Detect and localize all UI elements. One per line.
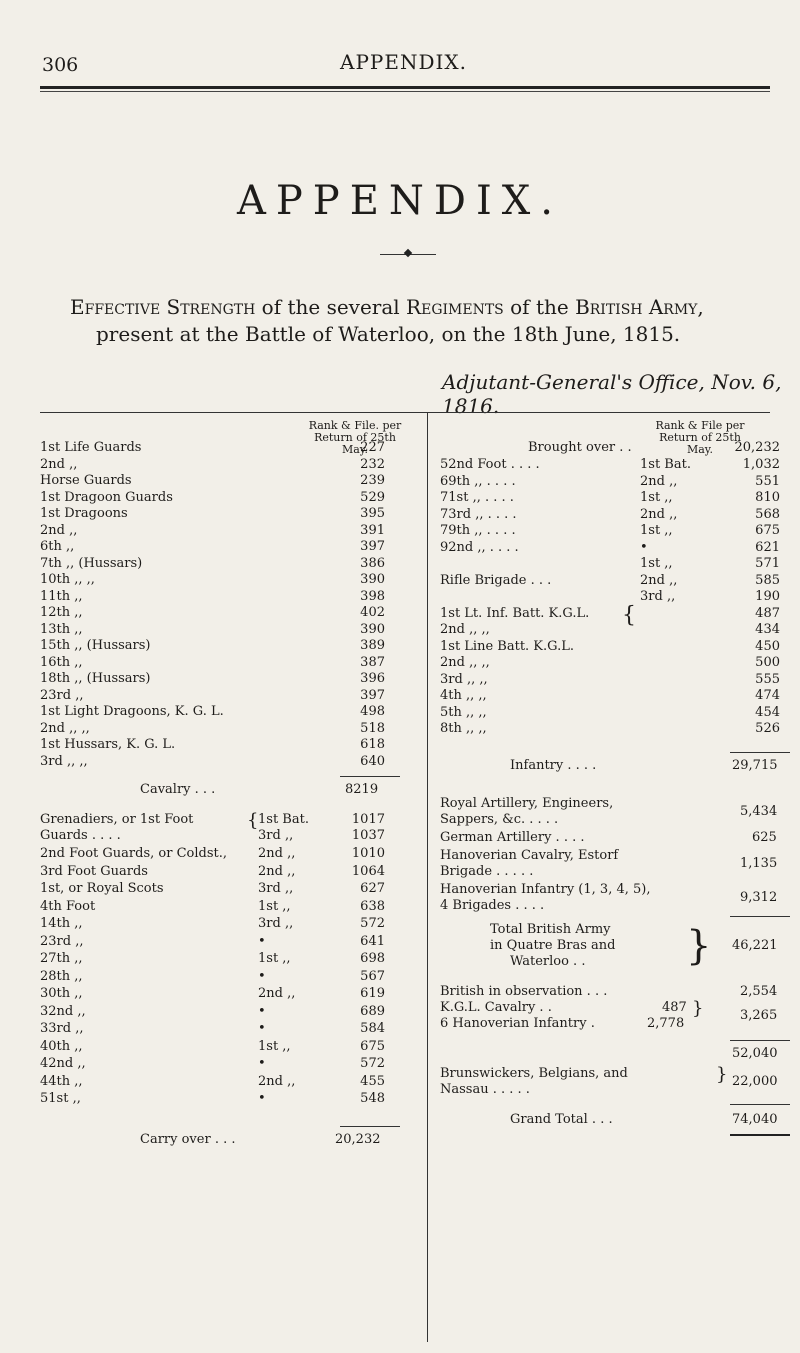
hanoverian-cavalry-2: Brigade . . . . . (440, 864, 534, 879)
rank-file-value: 640 (360, 753, 385, 769)
regiment-name: 3rd Foot Guards (40, 863, 148, 879)
regiment-name: 15th ,, (Hussars) (40, 638, 151, 653)
rank-file-value: 641 (360, 933, 385, 949)
regiment-name: 51st ,, (40, 1091, 81, 1106)
cavalry-row (40, 754, 420, 770)
brunswick-brace: } (716, 1064, 728, 1085)
rank-file-value: 396 (360, 671, 385, 686)
rank-file-value: 568 (755, 506, 780, 522)
regiment-name: 1st Life Guards (40, 440, 142, 455)
infantry-row (40, 846, 420, 862)
page-title: APPENDIX. (237, 178, 563, 224)
regiment-name: 1st Light Dragoons, K. G. L. (40, 704, 224, 719)
rank-file-value: 638 (360, 898, 385, 914)
regiment-name: 12th ,, (40, 605, 83, 620)
battalion: 2nd ,, (640, 572, 678, 588)
rank-file-value: 1010 (351, 846, 385, 861)
battalion: 3rd ,, (258, 881, 294, 896)
regiment-name: 1st Dragoon Guards (40, 489, 173, 505)
infantry-row (440, 589, 790, 605)
battalion: • (258, 933, 266, 949)
rank-file-value: 397 (360, 687, 385, 703)
cavalry-total-label: Cavalry . . . (140, 782, 216, 797)
german-artillery-label: German Artillery . . . . (440, 830, 585, 845)
rank-file-value: 621 (755, 539, 780, 555)
regiment-name: 1st Hussars, K. G. L. (40, 737, 176, 752)
regiment-name: 8th ,, ,, (440, 721, 487, 736)
column-divider (427, 412, 428, 1342)
rank-file-value: 698 (360, 951, 385, 966)
brunswick-2: Nassau . . . . . (440, 1082, 530, 1097)
brought-over-label: Brought over . . (528, 440, 632, 455)
infantry-row (40, 986, 420, 1002)
grand-total-rule (730, 1104, 790, 1105)
infantry-row (40, 951, 420, 967)
rank-file-value: 1017 (351, 812, 385, 827)
regiment-name: 4th Foot (40, 898, 96, 914)
carry-rule (340, 1126, 400, 1127)
rank-file-value: 572 (360, 916, 385, 931)
running-head: APPENDIX. (340, 50, 467, 74)
regiment-name: 40th ,, (40, 1038, 83, 1054)
hanoverian-6-label: 6 Hanoverian Infantry . (440, 1016, 595, 1031)
regiment-name: 23rd ,, (40, 687, 84, 703)
regiment-name: 2nd ,, ,, (440, 622, 490, 637)
guards-label-2: Guards . . . . (40, 828, 121, 843)
regiment-name: 4th ,, ,, (440, 688, 487, 703)
battalion: • (258, 1091, 266, 1106)
regiment-name: 6th ,, (40, 539, 75, 554)
cavalry-row (40, 638, 420, 654)
infantry-row (440, 655, 790, 671)
observation-label: British in observation . . . (440, 984, 608, 999)
battalion: 2nd ,, (258, 986, 296, 1001)
regiment-name: 1st Lt. Inf. Batt. K.G.L. (440, 605, 590, 621)
infantry-row (40, 899, 420, 915)
infantry-row (40, 1004, 420, 1020)
rank-file-value: 618 (360, 737, 385, 752)
regiment-name: 28th ,, (40, 968, 83, 984)
regiment-name: 71st ,, . . . . (440, 490, 514, 505)
brought-over-row (440, 440, 790, 456)
rank-file-value: 567 (360, 968, 385, 984)
rank-file-value: 398 (360, 588, 385, 604)
regiment-name: 69th ,, . . . . (440, 473, 516, 489)
cavalry-row (40, 490, 420, 506)
cavalry-row (40, 457, 420, 473)
infantry-total-label: Infantry . . . . (510, 758, 597, 773)
brought-over-value: 20,232 (734, 440, 780, 455)
regiment-name: 3rd ,, ,, (40, 753, 88, 769)
hanoverian-infantry-1: Hanoverian Infantry (1, 3, 4, 5), (440, 882, 651, 897)
rank-file-value: 450 (755, 638, 780, 654)
rank-file-value: 551 (755, 473, 780, 489)
infantry-row (440, 556, 790, 572)
grand-total-label: Grand Total . . . (510, 1112, 613, 1127)
observation-brace: } (692, 998, 704, 1019)
rank-file-value: 1037 (351, 828, 385, 843)
rank-file-value: 455 (360, 1073, 385, 1089)
rank-file-value: 389 (360, 638, 385, 653)
infantry-row (40, 881, 420, 897)
regiment-name: 27th ,, (40, 951, 83, 966)
cavalry-row (40, 473, 420, 489)
hanoverian-cavalry-value: 1,135 (740, 856, 778, 871)
rank-file-value: 474 (755, 688, 780, 703)
battalion: 1st ,, (258, 1038, 291, 1054)
rank-file-value: 627 (360, 881, 385, 896)
cavalry-row (40, 671, 420, 687)
infantry-row (440, 457, 790, 473)
rank-file-value: 390 (360, 621, 385, 637)
infantry-row (440, 672, 790, 688)
regiment-name: 14th ,, (40, 916, 83, 931)
header-rule-thin (40, 91, 770, 92)
rank-file-value: 571 (755, 556, 780, 571)
regiment-name: 5th ,, ,, (440, 704, 487, 720)
cavalry-total-value: 8219 (345, 782, 379, 797)
table-top-rule (40, 412, 770, 413)
page-number: 306 (42, 54, 79, 76)
rank-file-value: 555 (755, 671, 780, 687)
infantry-row (40, 864, 420, 880)
rank-file-value: 548 (360, 1091, 385, 1106)
infantry-row (440, 639, 790, 655)
regiment-name: 2nd ,, (40, 456, 78, 472)
brunswick-1: Brunswickers, Belgians, and (440, 1066, 628, 1081)
rank-file-value: 390 (360, 572, 385, 587)
infantry-row (40, 969, 420, 985)
battalion: 2nd ,, (258, 863, 296, 879)
observation-value: 2,554 (740, 984, 778, 999)
infantry-row (40, 1074, 420, 1090)
regiment-name: 42nd ,, (40, 1056, 86, 1071)
rank-file-value: 689 (360, 1003, 385, 1019)
battalion: 3rd ,, (258, 916, 294, 931)
regiment-name: 33rd ,, (40, 1021, 84, 1036)
regiment-name: 1st Line Batt. K.G.L. (440, 638, 574, 654)
grand-total-double-rule (730, 1134, 790, 1136)
rank-file-value: 434 (755, 622, 780, 637)
infantry-row (40, 1021, 420, 1037)
battalion: • (258, 968, 266, 984)
battalion: 1st Bat. (258, 812, 309, 827)
hanoverian-6-value: 2,778 (647, 1016, 685, 1031)
carry-value: 20,232 (335, 1132, 381, 1147)
rank-file-value: 526 (755, 721, 780, 736)
cavalry-row (40, 655, 420, 671)
total-british-3: Waterloo . . (510, 954, 586, 969)
rank-file-value: 810 (755, 490, 780, 505)
battalion: 2nd ,, (640, 473, 678, 489)
subtotal-value: 52,040 (732, 1046, 778, 1061)
subtitle-strength: Effective Strength (70, 295, 256, 319)
royal-artillery-value: 5,434 (740, 804, 778, 819)
infantry-total-rule (730, 752, 790, 753)
battalion: 2nd ,, (640, 506, 678, 522)
cavalry-row (40, 523, 420, 539)
infantry-row (440, 540, 790, 556)
regiment-name: 13th ,, (40, 621, 83, 637)
battalion: 2nd ,, (258, 1073, 296, 1089)
cavalry-row (40, 688, 420, 704)
regiment-name: Horse Guards (40, 473, 132, 488)
cavalry-row (40, 506, 420, 522)
rank-file-value: 572 (360, 1056, 385, 1071)
brunswick-value: 22,000 (732, 1074, 778, 1089)
infantry-row (440, 606, 790, 622)
battalion: 3rd ,, (640, 589, 676, 604)
rank-file-value: 500 (755, 655, 780, 670)
royal-artillery-2: Sappers, &c. . . . . (440, 812, 559, 827)
infantry-row (40, 934, 420, 950)
battalion: 1st ,, (640, 490, 673, 505)
regiment-name: 18th ,, (Hussars) (40, 671, 151, 686)
total-british-1: Total British Army (490, 922, 611, 937)
regiment-name: 2nd ,, ,, (440, 655, 490, 670)
guards-label-1: Grenadiers, or 1st Foot (40, 812, 194, 827)
hanoverian-infantry-2: 4 Brigades . . . . (440, 898, 545, 913)
regiment-name: 79th ,, . . . . (440, 523, 516, 538)
cavalry-row (40, 556, 420, 572)
regiment-name: 23rd ,, (40, 933, 84, 949)
battalion: • (258, 1003, 266, 1019)
rank-file-value: 518 (360, 720, 385, 736)
rank-file-value: 395 (360, 506, 385, 521)
cavalry-row (40, 539, 420, 555)
subtitle-line-1: Effective Strength of the several Regiments of the British Army, (70, 295, 704, 319)
rank-file-value: 487 (755, 605, 780, 621)
infantry-row (440, 622, 790, 638)
infantry-row (40, 1056, 420, 1072)
rank-file-value: 584 (360, 1021, 385, 1036)
cavalry-row (40, 605, 420, 621)
rank-file-value: 402 (360, 605, 385, 620)
left-column-header: Rank & File. per Return of 25th May. (308, 419, 402, 456)
infantry-total-value: 29,715 (732, 758, 778, 773)
rank-file-value: 619 (360, 986, 385, 1001)
battalion: 1st ,, (640, 523, 673, 538)
rank-file-value: 585 (755, 572, 780, 588)
infantry-row (440, 507, 790, 523)
cavalry-row (40, 440, 420, 456)
battalion: • (640, 539, 648, 555)
subtotal-rule (730, 916, 790, 917)
german-artillery-value: 625 (752, 830, 777, 845)
total-british-value: 46,221 (732, 938, 778, 953)
rank-file-value: 190 (755, 589, 780, 604)
cavalry-total-rule (340, 776, 400, 777)
infantry-row (440, 705, 790, 721)
infantry-row (440, 474, 790, 490)
kgl-cavalry-label: K.G.L. Cavalry . . (440, 1000, 552, 1015)
regiment-name: 2nd ,, ,, (40, 720, 90, 736)
hanoverian-cavalry-1: Hanoverian Cavalry, Estorf (440, 848, 619, 863)
kgl-cavalry-value: 487 (662, 1000, 687, 1015)
regiment-name: 30th ,, (40, 986, 83, 1001)
regiment-name: 16th ,, (40, 654, 83, 670)
infantry-row (440, 490, 790, 506)
infantry-row (440, 688, 790, 704)
infantry-row (440, 523, 790, 539)
guards-brace: { (247, 810, 259, 831)
right-column-header: Rank & File per Return of 25th May. (655, 419, 745, 456)
rank-file-value: 227 (360, 440, 385, 455)
rank-file-value: 391 (360, 522, 385, 538)
battalion: 1st ,, (640, 556, 673, 571)
battalion: 1st ,, (258, 898, 291, 914)
regiment-name: 2nd ,, (40, 522, 78, 538)
regiment-name: 3rd ,, ,, (440, 671, 488, 687)
regiment-name: 10th ,, ,, (40, 572, 95, 587)
rank-file-value: 232 (360, 456, 385, 472)
regiment-name: Rifle Brigade . . . (440, 572, 552, 588)
regiment-name: 2nd Foot Guards, or Coldst., (40, 846, 227, 861)
regiment-name: 7th ,, (Hussars) (40, 555, 143, 571)
battalion: • (258, 1056, 266, 1071)
battalion: 1st Bat. (640, 457, 691, 472)
cavalry-row (40, 622, 420, 638)
cavalry-row (40, 721, 420, 737)
infantry-row (40, 1091, 420, 1107)
authority-line: Adjutant-General's Office, Nov. 6, 1816. (442, 370, 782, 418)
grand-total-value: 74,040 (732, 1112, 778, 1127)
total-british-2: in Quatre Bras and (490, 938, 616, 953)
cavalry-row (40, 704, 420, 720)
header-rule (40, 86, 770, 89)
regiment-name: 32nd ,, (40, 1003, 86, 1019)
regiment-name: 11th ,, (40, 588, 83, 604)
total-brace: } (686, 923, 712, 969)
cavalry-row (40, 572, 420, 588)
infantry-row (440, 573, 790, 589)
rank-file-value: 675 (755, 523, 780, 538)
observation-sum: 3,265 (740, 1008, 778, 1023)
subtitle-line-2: present at the Battle of Waterloo, on the 18th June, 1815. (96, 322, 681, 346)
rank-file-value: 529 (360, 489, 385, 505)
hanoverian-infantry-value: 9,312 (740, 890, 778, 905)
regiment-name: 1st Dragoons (40, 506, 128, 521)
rank-file-value: 387 (360, 654, 385, 670)
rank-file-value: 454 (755, 704, 780, 720)
battalion: 1st ,, (258, 951, 291, 966)
rank-file-value: 1064 (351, 863, 385, 879)
rank-file-value: 239 (360, 473, 385, 488)
infantry-row (40, 1039, 420, 1055)
title-ornament-diamond (404, 249, 412, 257)
cavalry-row (40, 589, 420, 605)
royal-artillery-1: Royal Artillery, Engineers, (440, 796, 614, 811)
regiment-name: 44th ,, (40, 1073, 83, 1089)
rank-file-value: 675 (360, 1038, 385, 1054)
regiment-name: 73rd ,, . . . . (440, 506, 517, 522)
rank-file-value: 1,032 (742, 457, 780, 472)
rank-file-value: 498 (360, 704, 385, 719)
observation-rule (730, 1040, 790, 1041)
cavalry-row (40, 737, 420, 753)
infantry-row (40, 916, 420, 932)
rank-file-value: 386 (360, 555, 385, 571)
battalion: • (258, 1021, 266, 1036)
regiment-name: 1st, or Royal Scots (40, 881, 164, 896)
rank-file-value: 397 (360, 539, 385, 554)
battalion: 3rd ,, (258, 828, 294, 843)
battalion: 2nd ,, (258, 846, 296, 861)
regiment-name: 52nd Foot . . . . (440, 457, 540, 472)
regiment-name: 92nd ,, . . . . (440, 539, 519, 555)
infantry-row (440, 721, 790, 737)
rifle-brace: { (622, 603, 636, 628)
carry-label: Carry over . . . (140, 1132, 236, 1147)
